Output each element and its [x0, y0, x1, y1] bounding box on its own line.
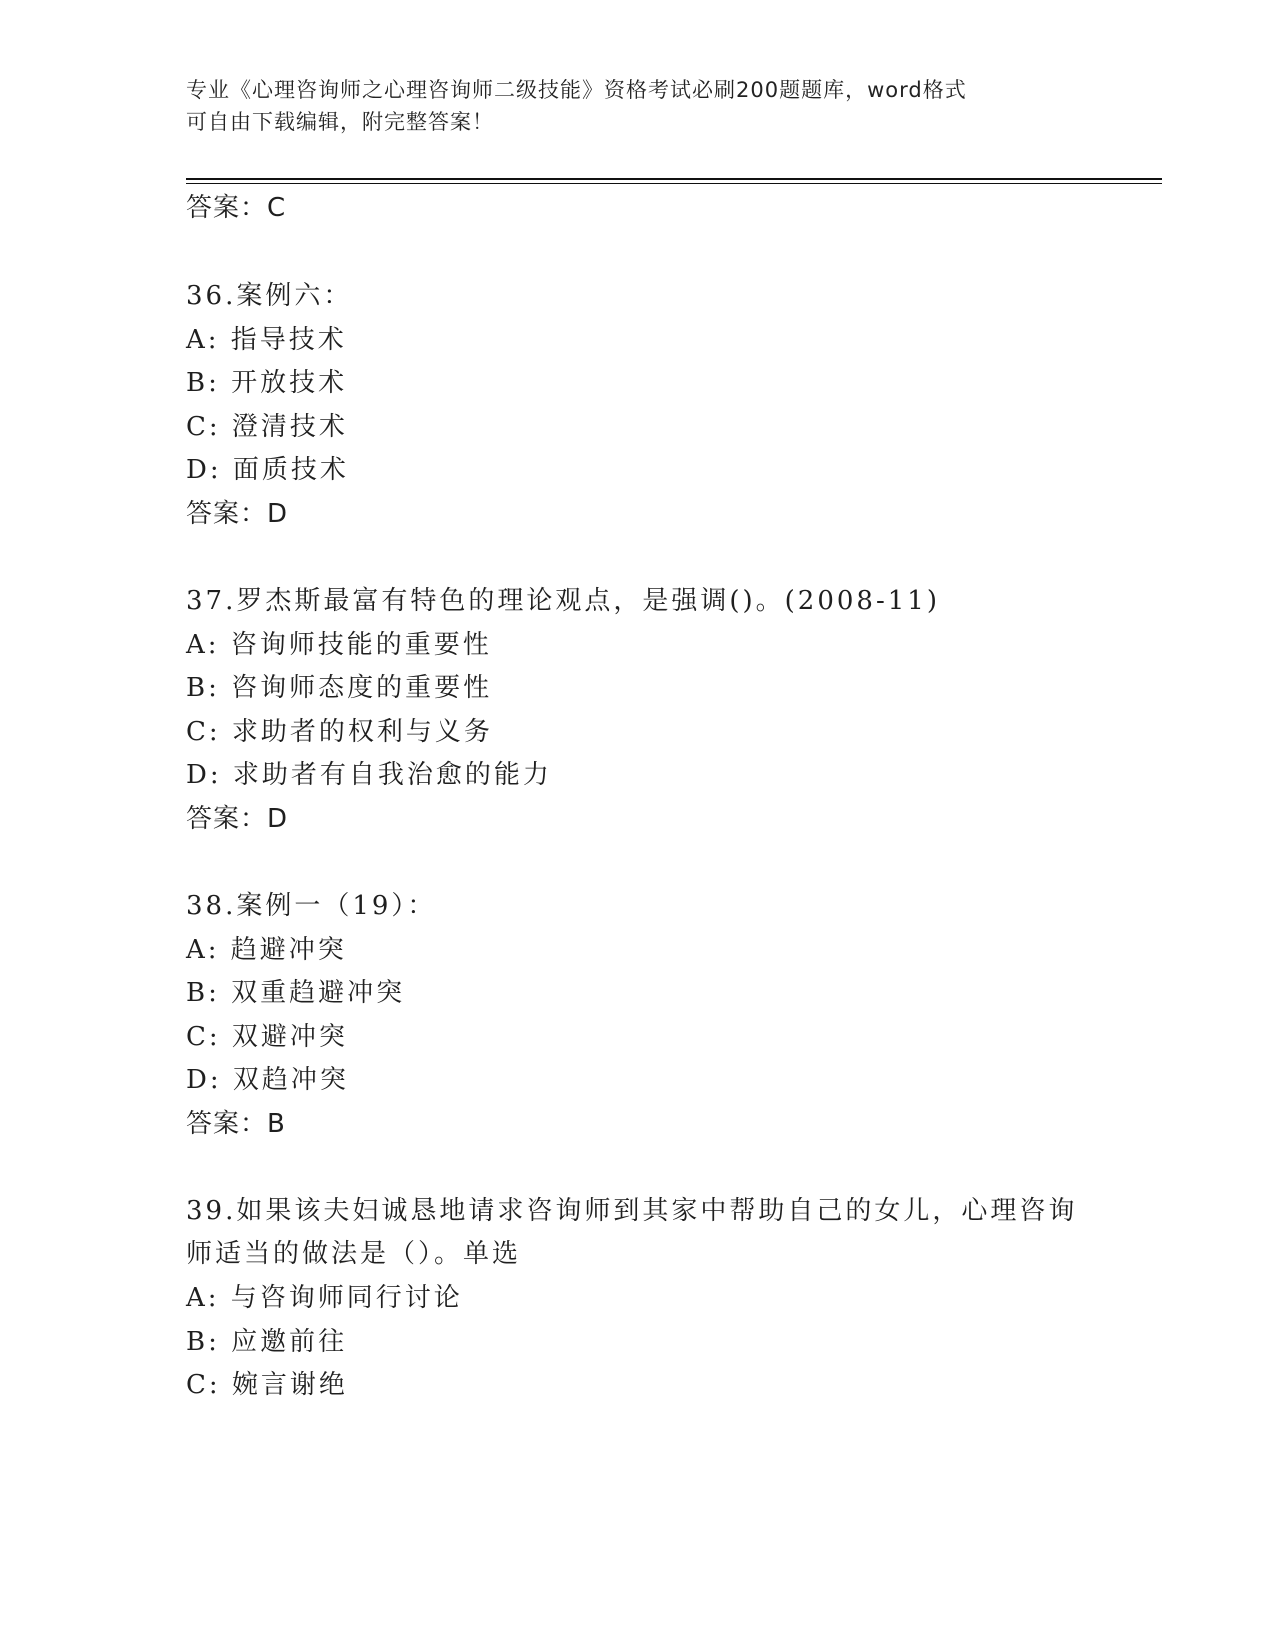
document-header [186, 74, 1096, 138]
question-39-stem-line-2: 师适当的做法是（）。单选 [186, 1239, 522, 1269]
question-37-option-b: B: 咨询师态度的重要性 [186, 673, 493, 703]
previous-answer: 答案：C [186, 193, 287, 223]
question-38-option-c: C: 双避冲突 [186, 1022, 348, 1052]
question-36-option-a: A: 指导技术 [186, 325, 347, 355]
question-36-answer: 答案：D [186, 499, 289, 529]
question-37-option-c: C: 求助者的权利与义务 [186, 717, 493, 747]
question-37-stem: 37.罗杰斯最富有特色的理论观点，是强调()。(2008-11) [186, 586, 940, 616]
question-37-option-a: A: 咨询师技能的重要性 [186, 630, 492, 660]
question-36-option-c: C: 澄清技术 [186, 412, 348, 442]
question-36-stem: 36.案例六： [186, 281, 353, 311]
question-36-option-d: D: 面质技术 [186, 455, 349, 485]
question-38-option-a: A: 趋避冲突 [186, 935, 347, 965]
header-line-2: 可自由下载编辑，附完整答案！ [186, 110, 494, 134]
question-38-stem: 38.案例一（19）： [186, 891, 437, 921]
question-39-stem-line-1: 39.如果该夫妇诚恳地请求咨询师到其家中帮助自己的女儿，心理咨询 [186, 1196, 1078, 1226]
question-39-option-b: B: 应邀前往 [186, 1327, 348, 1357]
header-rule-thick [186, 178, 1162, 180]
question-39-option-a: A: 与咨询师同行讨论 [186, 1283, 463, 1313]
question-38-option-b: B: 双重趋避冲突 [186, 978, 406, 1008]
header-rule-thin [186, 183, 1162, 184]
question-38-answer: 答案：B [186, 1109, 286, 1139]
question-37-answer: 答案：D [186, 804, 289, 834]
question-37-option-d: D: 求助者有自我治愈的能力 [186, 760, 552, 790]
question-36-option-b: B: 开放技术 [186, 368, 348, 398]
question-38-option-d: D: 双趋冲突 [186, 1065, 349, 1095]
header-line-1: 专业《心理咨询师之心理咨询师二级技能》资格考试必刷200题题库，word格式 [186, 78, 967, 102]
question-39-option-c: C: 婉言谢绝 [186, 1370, 348, 1400]
